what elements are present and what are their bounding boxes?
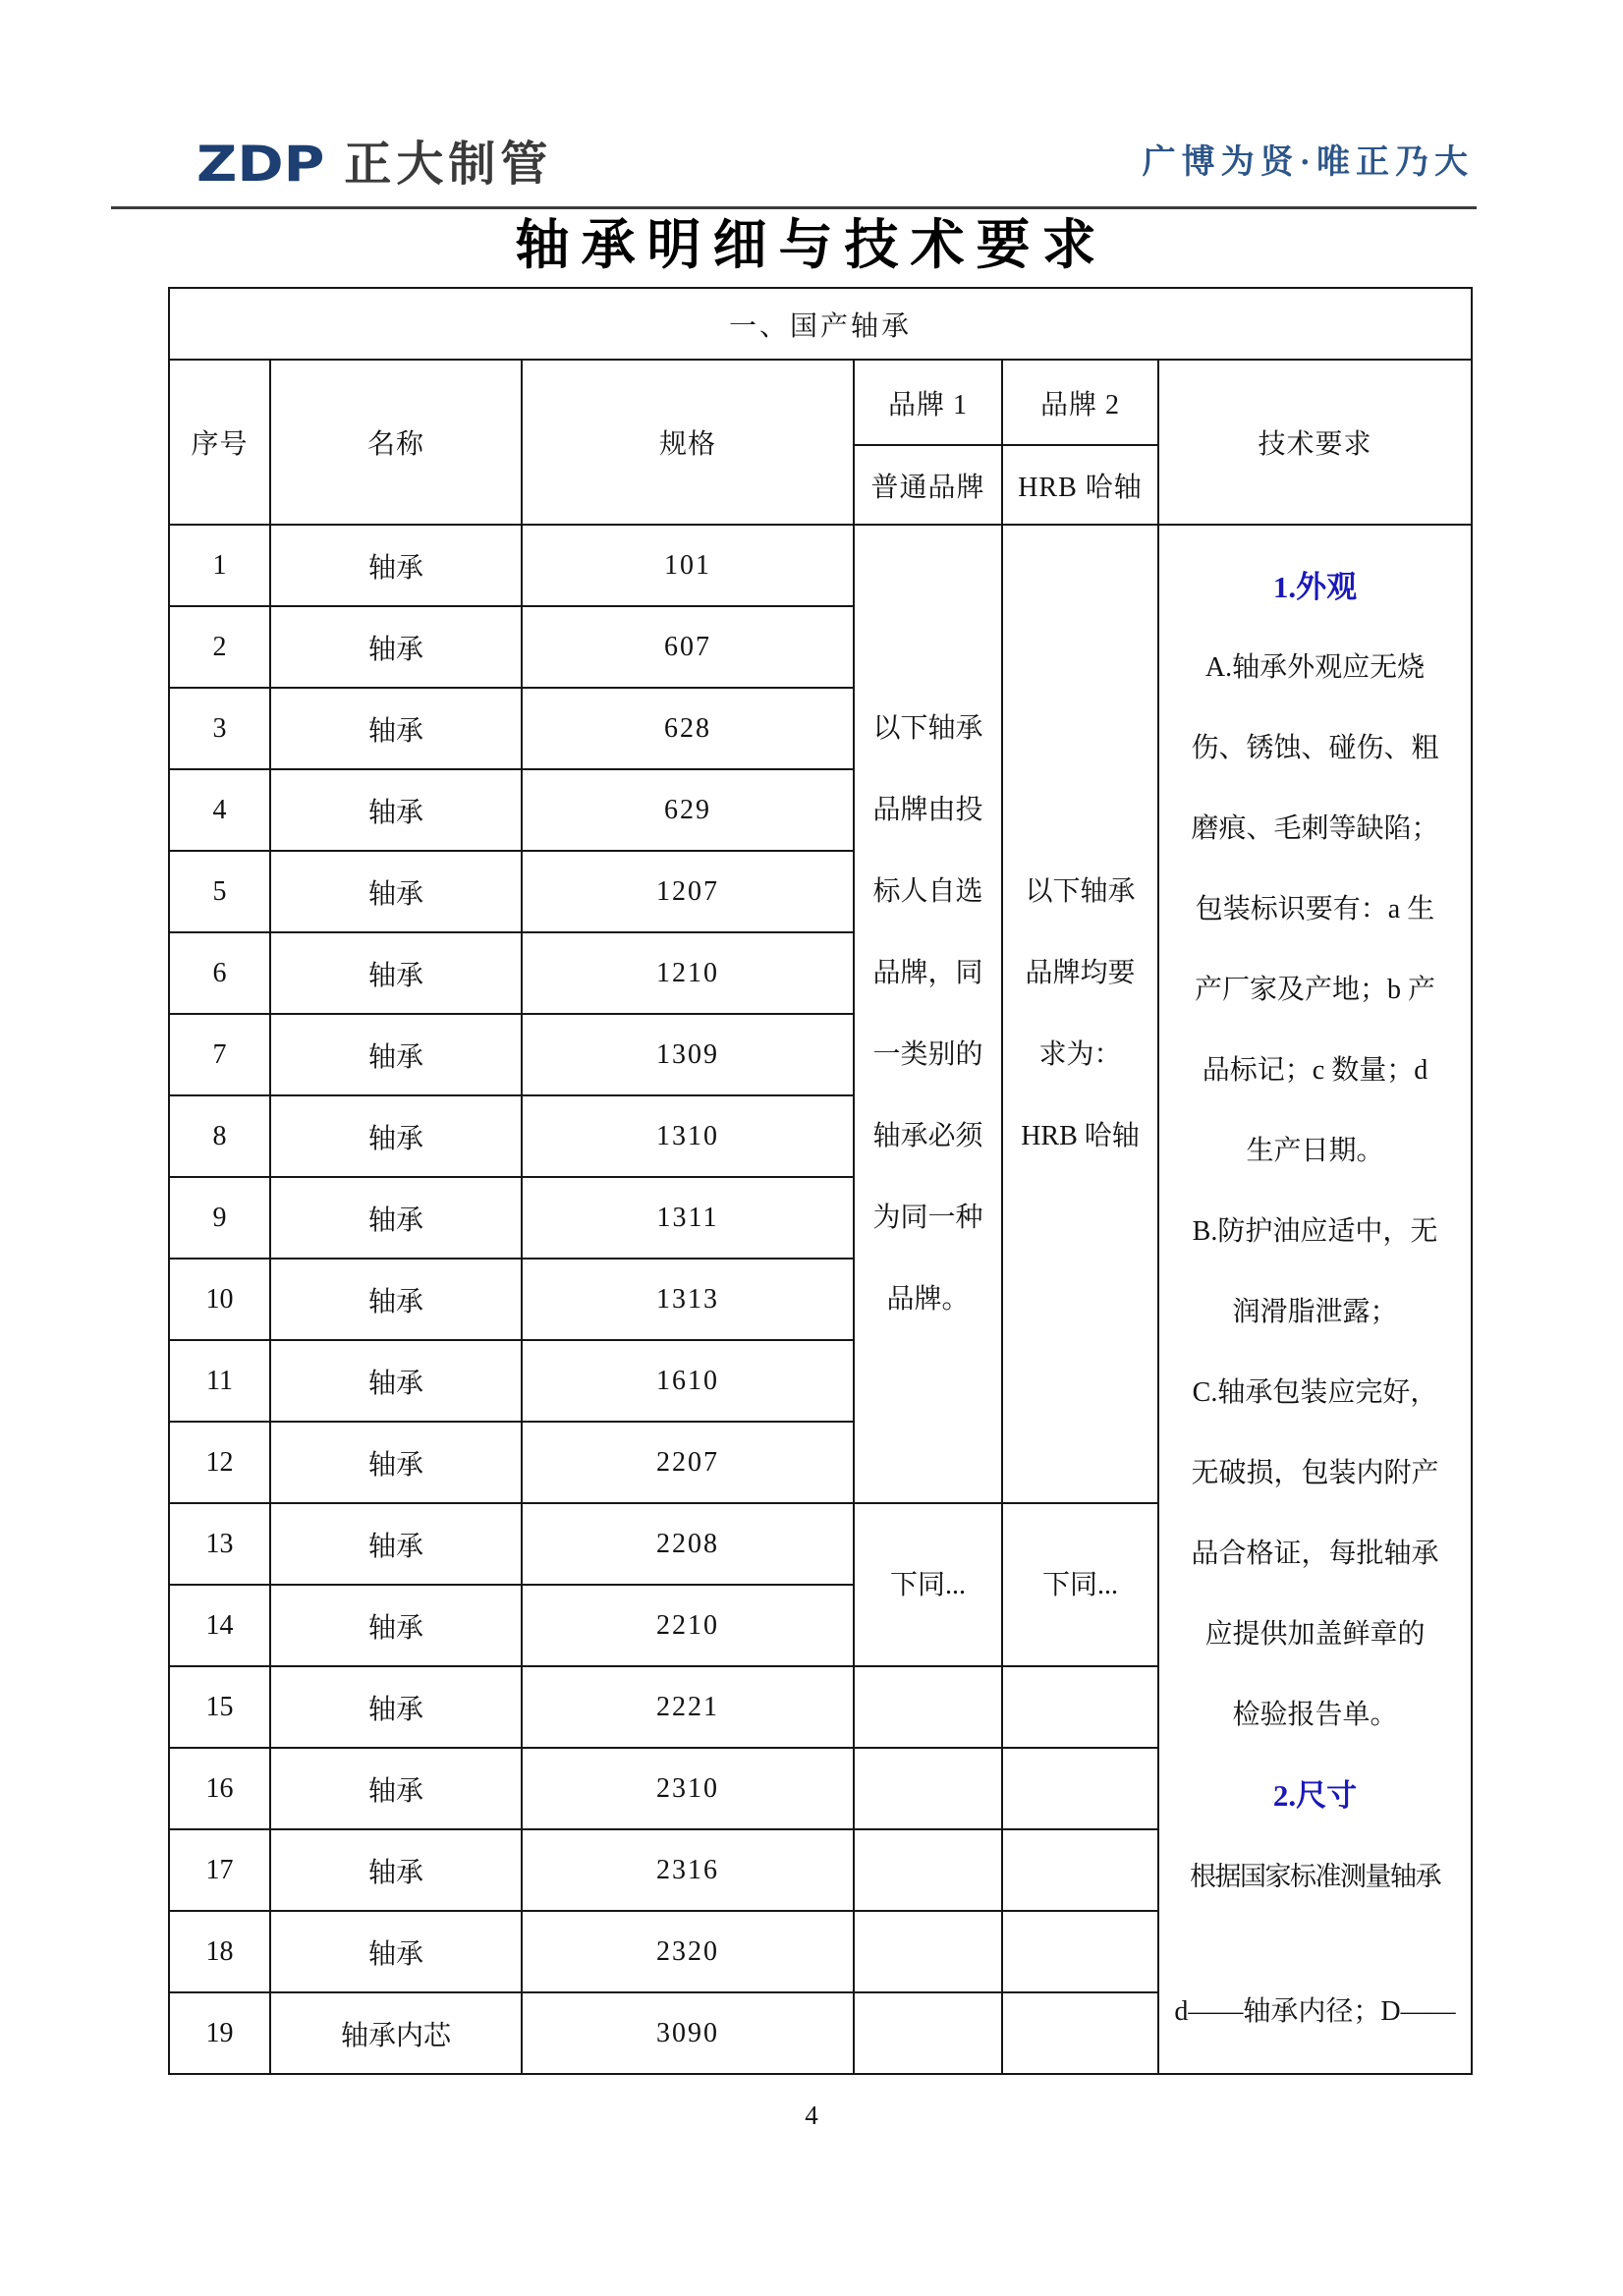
row-name: 轴承 [270, 1585, 522, 1666]
brand2-empty-cell [1002, 1829, 1158, 1911]
brand1-note-line: 品牌，同 [872, 958, 983, 988]
brand2-empty-cell [1002, 1911, 1158, 1992]
row-no: 14 [169, 1585, 270, 1666]
brand1-empty-cell [854, 1911, 1002, 1992]
row-name: 轴承 [270, 1177, 522, 1259]
tech-line: 生产日期。 [1246, 1135, 1384, 1166]
row-spec: 1310 [522, 1095, 854, 1177]
tech-line: 应提供加盖鲜章的 [1204, 1618, 1426, 1650]
row-spec: 2210 [522, 1585, 854, 1666]
col-subheader-brand1: 普通品牌 [854, 445, 1002, 525]
col-header-name: 名称 [270, 360, 522, 525]
row-no: 13 [169, 1503, 270, 1585]
tech-line: C.轴承包装应完好， [1192, 1376, 1438, 1408]
row-spec: 607 [522, 606, 854, 688]
brand1-ditto-text: 下同... [889, 1569, 966, 1600]
brand2-ditto-text: 下同... [1041, 1569, 1118, 1600]
bearing-spec-table [168, 287, 1473, 2075]
col-header-no: 序号 [169, 360, 270, 525]
row-name: 轴承 [270, 1422, 522, 1503]
brand2-empty-cell [1002, 1666, 1158, 1748]
page-title: 轴承明细与技术要求 [515, 215, 1108, 275]
row-name: 轴承 [270, 932, 522, 1014]
row-spec: 1610 [522, 1340, 854, 1422]
tech-line: 根据国家标准测量轴承 [1190, 1861, 1441, 1891]
brand2-note [1002, 525, 1158, 1503]
row-name: 轴承 [270, 1911, 522, 1992]
tech-line: 磨痕、毛刺等缺陷； [1191, 812, 1439, 844]
company-name: 正大制管 [344, 137, 553, 192]
tech-line: 无破损，包装内附产 [1191, 1457, 1439, 1488]
row-no: 6 [169, 932, 270, 1014]
brand1-note-line: 以下轴承 [872, 713, 983, 744]
page-number: 4 [805, 2100, 818, 2130]
brand1-note [854, 525, 1002, 1503]
row-spec: 1207 [522, 851, 854, 932]
row-spec: 629 [522, 769, 854, 851]
tech-line: 品合格证，每批轴承 [1191, 1538, 1439, 1569]
col-header-brand2: 品牌 2 [1002, 360, 1158, 445]
row-spec: 2208 [522, 1503, 854, 1585]
row-spec: 1309 [522, 1014, 854, 1095]
table-section-title: 一、国产轴承 [169, 288, 1472, 360]
tech-line: 检验报告单。 [1232, 1699, 1398, 1730]
brand1-empty-cell [854, 1748, 1002, 1829]
row-no: 16 [169, 1748, 270, 1829]
row-name: 轴承 [270, 1829, 522, 1911]
row-spec: 628 [522, 688, 854, 769]
row-no: 19 [169, 1992, 270, 2074]
row-no: 8 [169, 1095, 270, 1177]
brand1-empty-cell [854, 1829, 1002, 1911]
tech-line: 品标记；c 数量；d [1202, 1054, 1428, 1086]
row-name: 轴承 [270, 1340, 522, 1422]
row-spec: 2320 [522, 1911, 854, 1992]
row-name: 轴承 [270, 1503, 522, 1585]
tech-requirements [1158, 525, 1472, 2074]
col-header-tech: 技术要求 [1158, 360, 1472, 525]
brand1-note-line: 为同一种 [872, 1203, 983, 1233]
brand2-note-line: 品牌均要 [1025, 958, 1136, 988]
brand2-note-line: 求为： [1038, 1039, 1122, 1070]
tech-line: A.轴承外观应无烧 [1204, 651, 1426, 683]
row-name: 轴承 [270, 851, 522, 932]
brand1-empty-cell [854, 1992, 1002, 2074]
tech-line: 伤、锈蚀、碰伤、粗 [1191, 732, 1439, 763]
tech-line: 润滑脂泄露； [1232, 1296, 1398, 1327]
tech-line-size-heading: 2.尺寸 [1272, 1777, 1358, 1813]
brand2-empty-cell [1002, 1992, 1158, 2074]
tech-line: 产厂家及产地；b 产 [1195, 974, 1436, 1005]
tech-line: d——轴承内径；D—— [1174, 1995, 1456, 2027]
tech-line: 包装标识要有：a 生 [1195, 893, 1435, 924]
row-spec: 2316 [522, 1829, 854, 1911]
col-subheader-brand2: HRB 哈轴 [1002, 445, 1158, 525]
row-no: 5 [169, 851, 270, 932]
col-header-spec: 规格 [522, 360, 854, 525]
row-no: 18 [169, 1911, 270, 1992]
row-spec: 1313 [522, 1259, 854, 1340]
row-name: 轴承 [270, 606, 522, 688]
row-name: 轴承 [270, 688, 522, 769]
brand1-empty-cell [854, 1666, 1002, 1748]
tech-line-appearance-heading: 1.外观 [1272, 569, 1358, 604]
company-slogan: 广博为贤·唯正乃大 [1142, 144, 1474, 181]
col-header-brand1: 品牌 1 [854, 360, 1002, 445]
brand2-note-line: HRB 哈轴 [1021, 1121, 1140, 1151]
row-name: 轴承内芯 [270, 1992, 522, 2074]
row-spec: 3090 [522, 1992, 854, 2074]
row-spec: 101 [522, 525, 854, 606]
row-no: 10 [169, 1259, 270, 1340]
brand1-note-line: 一类别的 [872, 1039, 983, 1070]
row-name: 轴承 [270, 769, 522, 851]
brand1-note-line: 品牌。 [886, 1284, 970, 1315]
zdp-logo-icon: ZDP [196, 136, 325, 194]
row-no: 17 [169, 1829, 270, 1911]
row-no: 9 [169, 1177, 270, 1259]
row-spec: 2310 [522, 1748, 854, 1829]
brand1-note-line: 标人自选 [872, 876, 983, 907]
row-name: 轴承 [270, 525, 522, 606]
brand1-note-line: 轴承必须 [872, 1121, 983, 1151]
brand2-ditto [1002, 1503, 1158, 1666]
brand2-empty-cell [1002, 1748, 1158, 1829]
row-no: 7 [169, 1014, 270, 1095]
header-divider [111, 206, 1477, 209]
row-no: 11 [169, 1340, 270, 1422]
row-no: 2 [169, 606, 270, 688]
row-name: 轴承 [270, 1014, 522, 1095]
row-spec: 1210 [522, 932, 854, 1014]
row-name: 轴承 [270, 1095, 522, 1177]
letterhead [0, 0, 1623, 208]
row-name: 轴承 [270, 1748, 522, 1829]
row-name: 轴承 [270, 1259, 522, 1340]
row-no: 15 [169, 1666, 270, 1748]
row-spec: 1311 [522, 1177, 854, 1259]
brand1-ditto [854, 1503, 1002, 1666]
row-no: 3 [169, 688, 270, 769]
company-logo [196, 134, 553, 194]
row-spec: 2221 [522, 1666, 854, 1748]
row-spec: 2207 [522, 1422, 854, 1503]
tech-line: B.防护油应适中，无 [1192, 1215, 1438, 1247]
row-no: 1 [169, 525, 270, 606]
brand1-note-line: 品牌由投 [872, 795, 983, 825]
brand2-note-line: 以下轴承 [1025, 876, 1136, 907]
table-row [169, 525, 1472, 606]
row-name: 轴承 [270, 1666, 522, 1748]
row-no: 4 [169, 769, 270, 851]
row-no: 12 [169, 1422, 270, 1503]
